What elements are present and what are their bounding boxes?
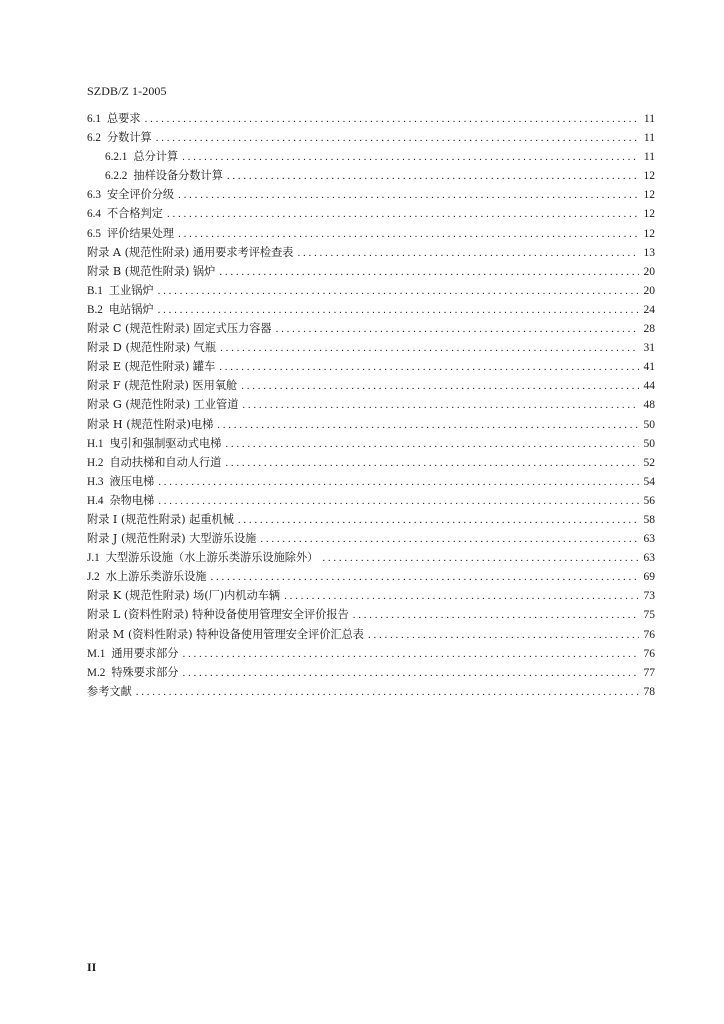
toc-entry-text: 安全评价分级 bbox=[106, 188, 175, 202]
dot-leader bbox=[156, 129, 639, 148]
dot-leader bbox=[158, 301, 639, 320]
toc-entry-text: 总要求 bbox=[106, 112, 141, 125]
dot-leader bbox=[158, 282, 639, 301]
toc-entry[interactable] bbox=[87, 529, 655, 548]
toc-entry-page: 12 bbox=[643, 208, 655, 221]
dot-leader bbox=[260, 530, 639, 549]
toc-entry[interactable] bbox=[87, 663, 655, 682]
toc-entry-title bbox=[87, 663, 178, 683]
toc-entry[interactable] bbox=[87, 491, 655, 510]
toc-entry-title bbox=[87, 605, 349, 624]
toc-entry-page: 20 bbox=[643, 284, 655, 297]
toc-entry-number: J.2 bbox=[87, 571, 100, 584]
toc-entry-text: 特殊要求部分 bbox=[111, 665, 179, 679]
toc-entry-number: B.2 bbox=[87, 303, 103, 316]
toc-entry-page: 13 bbox=[643, 246, 655, 259]
toc-entry-page: 12 bbox=[643, 170, 655, 183]
toc-entry-title bbox=[87, 453, 221, 473]
toc-entry-number: H.2 bbox=[87, 456, 104, 469]
toc-entry[interactable] bbox=[87, 128, 655, 147]
toc-entry[interactable] bbox=[87, 395, 655, 414]
toc-entry[interactable] bbox=[87, 567, 655, 586]
toc-entry-title bbox=[87, 224, 174, 244]
document-code-header: SZDB/Z 1-2005 bbox=[87, 84, 167, 98]
toc-entry[interactable] bbox=[87, 510, 655, 529]
toc-entry-number: 6.4 bbox=[87, 208, 101, 221]
toc-entry-page: 77 bbox=[643, 666, 655, 679]
toc-entry-number: 6.5 bbox=[87, 227, 101, 240]
toc-entry-text: 水上游乐类游乐设施 bbox=[105, 570, 207, 584]
toc-entry-text: 附录 J (规范性附录) 大型游乐设施 bbox=[87, 532, 257, 546]
dot-leader bbox=[353, 606, 639, 625]
toc-entry-text: 附录 C (规范性附录) 固定式压力容器 bbox=[87, 322, 272, 336]
toc-entry-page: 12 bbox=[643, 189, 655, 202]
toc-entry-page: 28 bbox=[643, 323, 655, 336]
toc-entry-title bbox=[87, 415, 213, 434]
toc-entry-text: 工业锅炉 bbox=[108, 283, 154, 297]
dot-leader bbox=[182, 645, 639, 664]
toc-entry-number: J.1 bbox=[87, 552, 100, 565]
toc-entry-title bbox=[87, 128, 152, 148]
toc-entry-page: 73 bbox=[643, 590, 655, 603]
toc-entry-text: 附录 L (资料性附录) 特种设备使用管理安全评价报告 bbox=[87, 608, 349, 622]
toc-entry[interactable] bbox=[87, 415, 655, 434]
toc-entry[interactable] bbox=[87, 243, 655, 262]
toc-entry-text: 抽样设备分数计算 bbox=[133, 169, 223, 183]
toc-entry-text: 参考文献 bbox=[87, 684, 132, 698]
dot-leader bbox=[227, 167, 639, 186]
toc-entry-page: 44 bbox=[643, 380, 655, 393]
toc-entry[interactable] bbox=[87, 376, 655, 395]
toc-entry[interactable] bbox=[87, 319, 655, 338]
toc-entry-title bbox=[87, 319, 272, 338]
dot-leader bbox=[178, 186, 639, 205]
toc-entry-page: 76 bbox=[643, 647, 655, 660]
toc-entry-title bbox=[87, 586, 280, 605]
toc-entry-number: 6.2.2 bbox=[105, 170, 128, 183]
toc-entry-number: H.1 bbox=[87, 437, 104, 450]
dot-leader bbox=[368, 626, 639, 645]
toc-entry-page: 11 bbox=[643, 113, 655, 125]
toc-entry-page: 75 bbox=[643, 609, 655, 622]
toc-entry-text: 大型游乐设施（水上游乐类游乐设施除外） bbox=[105, 551, 319, 565]
toc-entry-text: 附录 H (规范性附录)电梯 bbox=[87, 417, 214, 431]
toc-entry-title bbox=[87, 434, 221, 454]
toc-entry-text: 附录 B (规范性附录) 锅炉 bbox=[87, 264, 216, 278]
toc-entry-title bbox=[105, 147, 178, 167]
dot-leader bbox=[225, 454, 639, 473]
dot-leader bbox=[297, 244, 639, 263]
toc-entry-text: 附录 A (规范性附录) 通用要求考评检查表 bbox=[87, 245, 294, 259]
toc-entry[interactable] bbox=[87, 338, 655, 357]
toc-entry[interactable] bbox=[87, 472, 655, 491]
toc-entry[interactable] bbox=[87, 224, 655, 243]
toc-entry[interactable] bbox=[87, 300, 655, 319]
toc-entry-text: 杂物电梯 bbox=[109, 493, 155, 507]
toc-entry[interactable] bbox=[87, 434, 655, 453]
toc-entry[interactable] bbox=[87, 109, 655, 128]
toc-entry-text: 液压电梯 bbox=[109, 474, 155, 488]
toc-entry-page: 54 bbox=[643, 475, 655, 488]
toc-entry[interactable] bbox=[87, 625, 655, 644]
toc-entry-text: 附录 M (资料性附录) 特种设备使用管理安全评价汇总表 bbox=[87, 627, 364, 641]
toc-entry-title bbox=[87, 204, 163, 224]
dot-leader bbox=[136, 683, 639, 702]
toc-entry-title bbox=[87, 529, 256, 548]
toc-entry-page: 24 bbox=[643, 303, 655, 316]
dot-leader bbox=[241, 377, 639, 396]
dot-leader bbox=[276, 320, 639, 339]
toc-entry-page: 69 bbox=[643, 571, 655, 584]
toc-entry[interactable] bbox=[87, 586, 655, 605]
toc-entry-title bbox=[87, 548, 318, 568]
toc-entry-page: 48 bbox=[643, 399, 655, 412]
toc-entry-title bbox=[87, 300, 154, 320]
toc-entry[interactable] bbox=[87, 281, 655, 300]
toc-entry-title bbox=[87, 491, 154, 511]
toc-entry-title bbox=[87, 376, 237, 395]
toc-entry-number: B.1 bbox=[87, 284, 103, 297]
toc-entry-text: 附录 E (规范性附录) 罐车 bbox=[87, 360, 216, 374]
toc-entry-text: 附录 G (规范性附录) 工业管道 bbox=[87, 398, 239, 412]
toc-entry-title bbox=[87, 262, 215, 281]
toc-entry-number: 6.3 bbox=[87, 189, 101, 202]
toc-entry-title bbox=[87, 357, 215, 376]
toc-entry-page: 50 bbox=[643, 437, 655, 450]
toc-entry-title bbox=[87, 395, 238, 414]
toc-entry-title bbox=[87, 510, 234, 529]
toc-entry-text: 附录 F (规范性附录) 医用氧舱 bbox=[87, 379, 238, 393]
toc-entry-page: 58 bbox=[643, 513, 655, 526]
toc-entry[interactable] bbox=[87, 453, 655, 472]
toc-entry-page: 11 bbox=[643, 151, 655, 164]
toc-entry[interactable] bbox=[87, 147, 655, 166]
toc-entry[interactable] bbox=[87, 357, 655, 376]
dot-leader bbox=[219, 263, 639, 282]
toc-entry-title bbox=[87, 567, 206, 587]
dot-leader bbox=[242, 396, 639, 415]
toc-entry-page: 41 bbox=[643, 361, 655, 374]
toc-entry-number: H.3 bbox=[87, 475, 104, 488]
toc-entry-text: 附录 I (规范性附录) 起重机械 bbox=[87, 512, 234, 526]
toc-entry-title bbox=[87, 243, 293, 262]
toc-entry-title bbox=[105, 166, 223, 186]
dot-leader bbox=[238, 511, 639, 530]
toc-entry-page: 11 bbox=[643, 132, 655, 145]
toc-entry[interactable] bbox=[87, 605, 655, 624]
dot-leader bbox=[182, 148, 639, 167]
toc-entry-number: M.1 bbox=[87, 647, 106, 660]
toc-entry-title bbox=[87, 185, 174, 205]
toc-entry-title bbox=[87, 682, 132, 701]
toc-entry-number: H.4 bbox=[87, 494, 104, 507]
toc-entry-number: M.2 bbox=[87, 666, 106, 679]
toc-entry-page: 76 bbox=[643, 628, 655, 641]
dot-leader bbox=[322, 549, 639, 568]
dot-leader bbox=[217, 416, 639, 435]
toc-entry[interactable] bbox=[87, 548, 655, 567]
toc-entry[interactable] bbox=[87, 262, 655, 281]
toc-entry-text: 自动扶梯和自动人行道 bbox=[109, 455, 222, 469]
toc-entry-text: 总分计算 bbox=[133, 150, 179, 164]
toc-entry[interactable] bbox=[87, 166, 655, 185]
dot-leader bbox=[210, 568, 639, 587]
toc-entry[interactable] bbox=[87, 204, 655, 223]
toc-entry-number: 6.2 bbox=[87, 132, 101, 145]
dot-leader bbox=[284, 587, 639, 606]
toc-entry-page: 78 bbox=[643, 685, 655, 698]
toc-entry-text: 附录 K (规范性附录) 场(厂)内机动车辆 bbox=[87, 589, 281, 603]
dot-leader bbox=[220, 339, 639, 358]
toc-entry-page: 50 bbox=[643, 418, 655, 431]
table-of-contents bbox=[87, 109, 655, 701]
toc-entry-page: 63 bbox=[643, 533, 655, 546]
dot-leader bbox=[167, 205, 639, 224]
toc-entry-text: 附录 D (规范性附录) 气瓶 bbox=[87, 341, 217, 355]
toc-entry-page: 12 bbox=[643, 227, 655, 240]
toc-entry-title bbox=[87, 109, 141, 129]
dot-leader bbox=[158, 492, 639, 511]
dot-leader bbox=[225, 435, 639, 454]
toc-entry-text: 电站锅炉 bbox=[108, 302, 154, 316]
toc-entry[interactable] bbox=[87, 644, 655, 663]
toc-entry-text: 分数计算 bbox=[106, 131, 152, 145]
toc-entry-title bbox=[87, 644, 178, 664]
toc-entry-text: 评价结果处理 bbox=[106, 226, 175, 240]
dot-leader bbox=[158, 473, 639, 492]
toc-entry-text: 不合格判定 bbox=[106, 207, 163, 221]
toc-entry-number: 6.1 bbox=[87, 113, 101, 125]
page-number: II bbox=[87, 960, 97, 974]
toc-entry-text: 曳引和强制驱动式电梯 bbox=[109, 436, 222, 450]
toc-entry-title bbox=[87, 281, 154, 301]
toc-entry-number: 6.2.1 bbox=[105, 151, 128, 164]
dot-leader bbox=[178, 225, 639, 244]
toc-entry[interactable] bbox=[87, 185, 655, 204]
dot-leader bbox=[219, 358, 639, 377]
toc-entry-title bbox=[87, 625, 364, 644]
toc-entry-page: 63 bbox=[643, 552, 655, 565]
toc-entry-title bbox=[87, 472, 154, 492]
toc-entry-page: 31 bbox=[643, 342, 655, 355]
toc-entry-title bbox=[87, 338, 216, 357]
dot-leader bbox=[182, 664, 639, 683]
toc-entry-page: 20 bbox=[643, 265, 655, 278]
toc-entry-page: 56 bbox=[643, 494, 655, 507]
dot-leader bbox=[145, 110, 639, 129]
toc-entry[interactable] bbox=[87, 682, 655, 701]
toc-entry-text: 通用要求部分 bbox=[111, 646, 179, 660]
toc-entry-page: 52 bbox=[643, 456, 655, 469]
